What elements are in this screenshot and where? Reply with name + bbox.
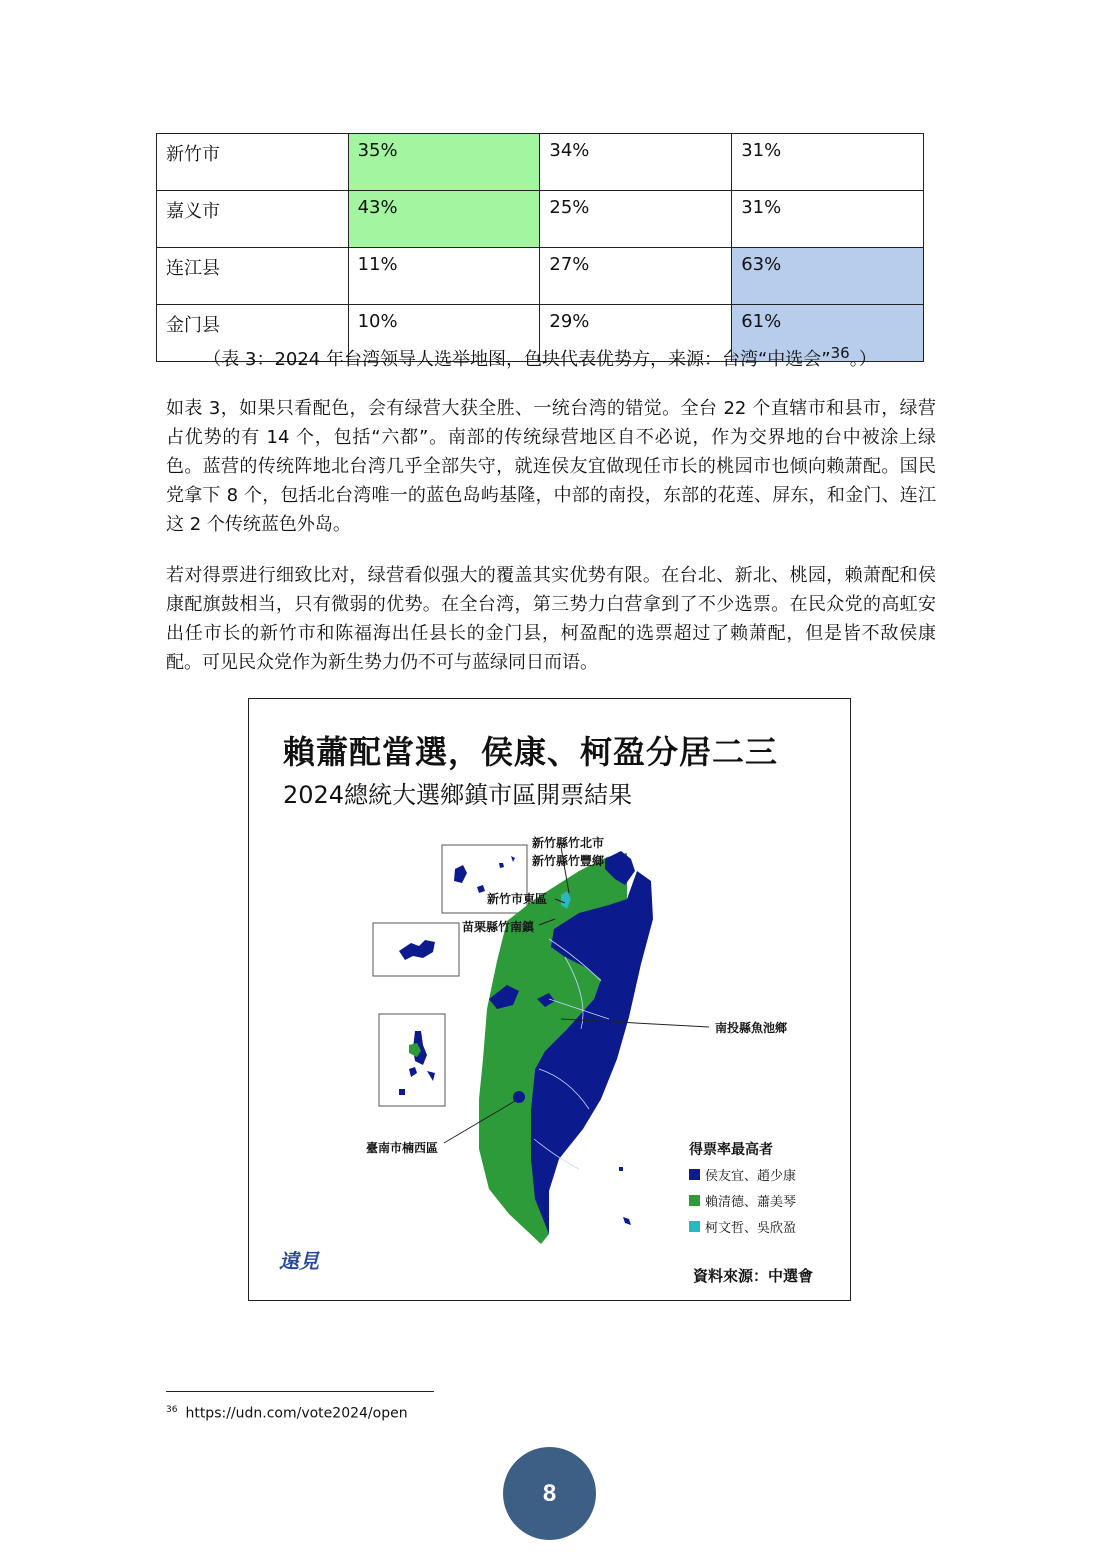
value-cell: 31% xyxy=(732,191,924,248)
footnote-link[interactable]: https://udn.com/vote2024/open xyxy=(185,1405,408,1422)
region-cell: 嘉义市 xyxy=(157,191,349,248)
yuanjian-logo: 遠見 xyxy=(279,1249,319,1273)
value-cell: 43% xyxy=(348,191,540,248)
footnote-divider xyxy=(166,1391,434,1392)
value-cell: 35% xyxy=(348,134,540,191)
map-legend xyxy=(689,1139,796,1243)
region-cell: 新竹市 xyxy=(157,134,349,191)
value-cell: 63% xyxy=(732,248,924,305)
legend-label: 賴清德、蕭美琴 xyxy=(705,1195,797,1210)
caption-footnote-ref[interactable]: 36 xyxy=(830,344,850,362)
legend-label: 侯友宜、趙少康 xyxy=(705,1169,797,1184)
table-row xyxy=(157,248,924,305)
legend-swatch-green xyxy=(689,1195,700,1206)
legend-swatch-blue xyxy=(689,1169,700,1180)
label-yuchi: 南投縣魚池鄉 xyxy=(715,1021,788,1035)
label-zhunan: 苗栗縣竹南鎮 xyxy=(462,920,535,934)
election-map-figure xyxy=(248,698,851,1301)
map-source: 資料來源：中選會 xyxy=(693,1267,814,1285)
value-cell: 11% xyxy=(348,248,540,305)
legend-item xyxy=(689,1191,796,1210)
legend-swatch-cyan xyxy=(689,1221,700,1232)
value-cell: 34% xyxy=(540,134,732,191)
page-number: 8 xyxy=(503,1447,596,1540)
legend-label: 柯文哲、吳欣盈 xyxy=(705,1221,797,1236)
label-nanxi: 臺南市楠西區 xyxy=(366,1141,439,1155)
legend-title: 得票率最高者 xyxy=(689,1142,773,1158)
table-row xyxy=(157,134,924,191)
value-cell: 25% xyxy=(540,191,732,248)
value-cell: 27% xyxy=(540,248,732,305)
table-caption xyxy=(156,344,924,371)
region-cell: 金门县 xyxy=(157,305,349,362)
results-table xyxy=(156,133,924,362)
value-cell: 31% xyxy=(732,134,924,191)
label-east: 新竹市東區 xyxy=(487,892,548,906)
offshore-islands xyxy=(619,1167,631,1225)
legend-item xyxy=(689,1217,796,1236)
value-cell: 10% xyxy=(348,305,540,362)
paragraph-2: 若对得票进行细致比对，绿营看似强大的覆盖其实优势有限。在台北、新北、桃园，赖萧配和侯康配旗鼓相当，只有微弱的优势。在全台湾，第三势力白营拿到了不少选票。在民众党的高虹安出任市长的新竹市和陈福海出任县长的金门县，柯盈配的选票超过了赖萧配，但是皆不敌侯康配。可见民众党作为新生势力仍不可与蓝绿同日而语。 xyxy=(166,565,936,673)
map-title: 賴蕭配當選，侯康、柯盈分居二三 xyxy=(283,733,779,771)
value-cell: 29% xyxy=(540,305,732,362)
value-cell: 61% xyxy=(732,305,924,362)
caption-text: （表 3：2024 年台湾领导人选举地图，色块代表优势方，来源：台湾“中选会” xyxy=(203,349,831,370)
label-zhubei: 新竹縣竹北市 xyxy=(532,836,605,850)
paragraph-1: 如表 3，如果只看配色，会有绿营大获全胜、一统台湾的错觉。全台 22 个直辖市和县市，绿营占优势的有 14 个，包括“六都”。南部的传统绿营地区自不必说，作为交界地的台中被涂上绿色。蓝营的传统阵地北台湾几乎全部失守，就连侯友宜做现任市长的桃园市也倾向赖萧配。国民党拿下 8 个，包括北台湾唯一的蓝色岛屿基隆，中部的南投，东部的花莲、屏东，和金门、连江这 2 个传统蓝色外岛。 xyxy=(166,398,936,535)
region-cell: 连江县 xyxy=(157,248,349,305)
footnote-number: 36 xyxy=(166,1405,178,1415)
caption-end: 。） xyxy=(849,349,877,370)
map-subtitle: 2024總統大選鄉鎮市區開票結果 xyxy=(283,781,633,809)
label-zhufeng: 新竹縣竹豐鄉 xyxy=(532,854,605,868)
inset-box-penghu xyxy=(379,1014,445,1106)
legend-item xyxy=(689,1165,796,1184)
footnote xyxy=(166,1405,408,1422)
table-row xyxy=(157,191,924,248)
